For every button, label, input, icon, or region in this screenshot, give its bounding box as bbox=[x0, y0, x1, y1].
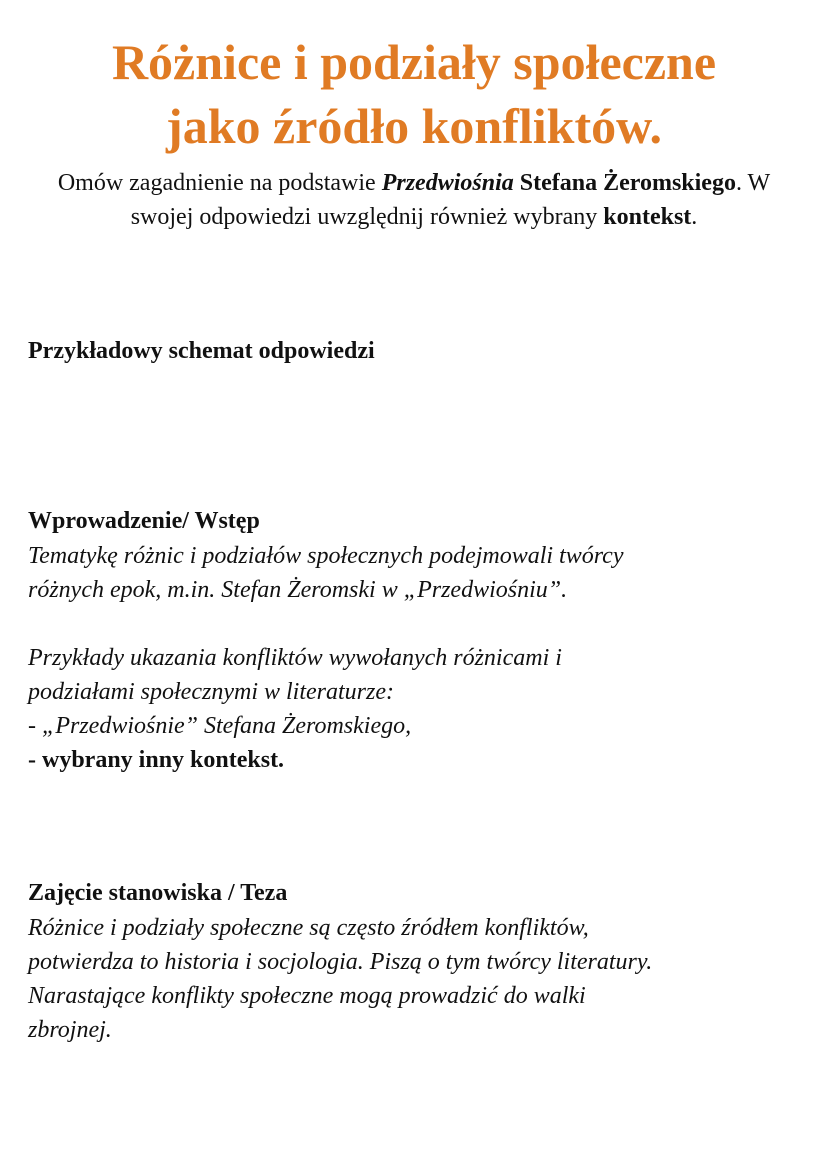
examples-line-2: podziałami społecznymi w literaturze: bbox=[28, 679, 394, 705]
instruction-context: kontekst bbox=[603, 204, 692, 230]
introduction-line-1: Tematykę różnic i podziałów społecznych podejmowali twórcy bbox=[28, 543, 624, 569]
thesis-line-1: Różnice i podziały społeczne są często źródłem konfliktów, bbox=[28, 915, 589, 941]
thesis-heading: Zajęcie stanowiska / Teza bbox=[28, 880, 288, 906]
instruction-text-2: . W swojej odpowiedzi uwzględnij również wybrany bbox=[130, 170, 771, 230]
instruction-author: Stefana Żeromskiego bbox=[519, 170, 736, 196]
page-title bbox=[0, 30, 828, 158]
title-line-1: Różnice i podziały społeczne bbox=[111, 34, 717, 90]
introduction-line-2: różnych epok, m.in. Stefan Żeromski w „Przedwiośniu”. bbox=[28, 577, 568, 603]
schema-heading: Przykładowy schemat odpowiedzi bbox=[28, 338, 375, 364]
examples-paragraph bbox=[28, 641, 808, 777]
instruction-text-1: Omów zagadnienie na podstawie bbox=[57, 170, 382, 196]
task-instruction bbox=[40, 166, 788, 234]
examples-line-1: Przykłady ukazania konfliktów wywołanych różnicami i bbox=[28, 645, 562, 671]
thesis-paragraph bbox=[28, 911, 808, 1047]
title-line-2: jako źródło konfliktów. bbox=[166, 98, 662, 154]
examples-item-2: - wybrany inny kontekst. bbox=[28, 747, 285, 773]
thesis-line-3: Narastające konflikty społeczne mogą prowadzić do walki bbox=[28, 983, 586, 1009]
introduction-paragraph bbox=[28, 539, 808, 607]
introduction-heading: Wprowadzenie/ Wstęp bbox=[28, 508, 260, 534]
thesis-line-2: potwierdza to historia i socjologia. Piszą o tym twórcy literatury. bbox=[28, 949, 653, 975]
examples-item-1: - „Przedwiośnie” Stefana Żeromskiego, bbox=[28, 713, 412, 739]
thesis-line-4: zbrojnej. bbox=[28, 1017, 112, 1043]
instruction-text-3: . bbox=[691, 204, 698, 230]
instruction-work-title: Przedwiośnia bbox=[381, 170, 514, 196]
